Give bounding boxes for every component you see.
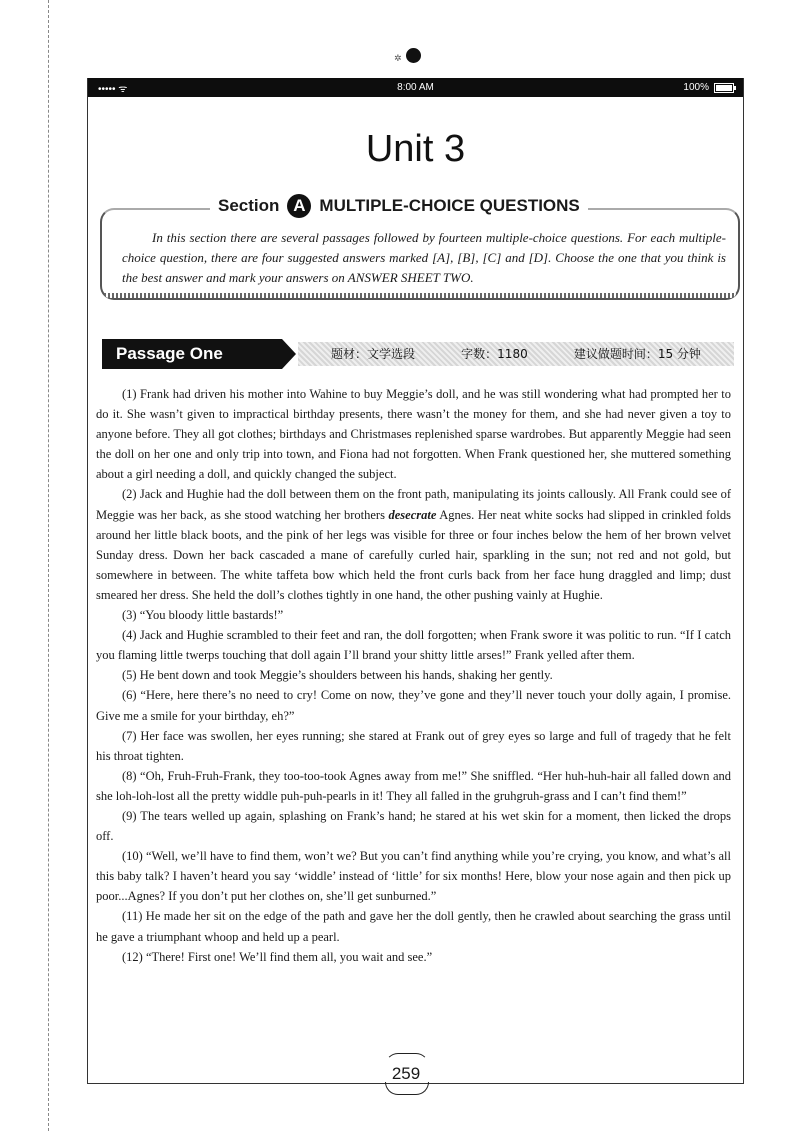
- status-time: 8:00 AM: [397, 82, 434, 93]
- section-header: [210, 194, 588, 218]
- battery-icon: [714, 83, 734, 93]
- page-number-text: 259: [391, 1064, 421, 1083]
- section-instructions: In this section there are several passages followed by fourteen multiple-choice questions. For each multiple-choice question, there are four suggested answers marked [A], [B], [C] and [D]. Choose the one that you think is the best answer and mark your answers on ANSWER SHEET TWO.: [122, 230, 726, 285]
- passage-info-bar: [298, 342, 734, 366]
- section-a-box: [100, 194, 740, 300]
- paragraph-2-part-a: (2) Jack and Hughie had the doll between them on the front path, manipulating its joints callously. All Frank could see of Meggie was her back, as she stood watching her brothers: [96, 487, 731, 522]
- paragraph-5: (5) He bent down and took Meggie’s shoulders between his hands, shaking her gently.: [122, 668, 553, 683]
- section-frame-hatch: [104, 293, 736, 298]
- paragraph-9: (9) The tears welled up again, splashing on Frank’s hand; he stared at his wet skin for a moment, then licked the drops off.: [96, 808, 731, 844]
- page-number-arc-bottom: [385, 1082, 429, 1095]
- passage-banner: [102, 336, 734, 372]
- paragraph-6: (6) “Here, here there’s no need to cry! Come on now, they’ve gone and they’ll never touch your dolly again, I promise. Give me a smile for your birthday, eh?”: [96, 688, 731, 723]
- page-number: [383, 1053, 429, 1095]
- banner-arrow-icon: [282, 339, 296, 369]
- info-word-count: 字数：1180: [461, 347, 528, 361]
- binding-margin-line: [48, 0, 49, 1131]
- battery-percentage: 100%: [683, 82, 709, 93]
- signal-wifi-icon: ••••• ᯤ: [98, 84, 128, 95]
- tablet-frame: [87, 78, 744, 1084]
- page-top-marker: [394, 48, 434, 68]
- paragraph-8: (8) “Oh, Fruh-Fruh-Frank, they too-too-took Agnes away from me!” She sniffled. “Her huh-huh-hair all falled down and she loh-loh-lost all the pretty widdle puh-puh-pearls in it! They all falled in the gruhgruh-grass and I can’t find them!”: [96, 768, 731, 803]
- paragraph-12: (12) “There! First one! We’ll find them all, you wait and see.”: [122, 949, 433, 964]
- status-bar: [88, 78, 743, 97]
- info-genre: 题材：文学选段: [331, 347, 416, 361]
- info-suggested-time: 建议做题时间：15 分钟: [573, 347, 701, 361]
- paragraph-1: (1) Frank had driven his mother into Wahine to buy Meggie’s doll, and he was still wondering what had prompted her to do it. She wasn’t given to impractical birthday presents, there wasn’t the money for them, and she had never given a toy to anyone before. They all got clothes; birthdays and Christmases replenished sparse wardrobes. But apparently Meggie had seen the doll on her one and only trip into town, and Fiona had not forgotten. When Frank questioned her, she muttered something about a girl needing a doll, and quickly changed the subject.: [96, 387, 731, 482]
- section-word: Section: [218, 196, 280, 215]
- paragraph-11: (11) He made her sit on the edge of the path and gave her the doll gently, then he crawled about searching the grass until he gave a triumphant whoop and held up a pearl.: [96, 909, 731, 944]
- page-number-arc-top: [385, 1053, 429, 1066]
- section-letter-badge: A: [287, 194, 311, 218]
- emphasized-word-desecrate: desecrate: [388, 507, 437, 522]
- section-heading: MULTIPLE-CHOICE QUESTIONS: [319, 196, 580, 215]
- paragraph-4: (4) Jack and Hughie scrambled to their feet and ran, the doll forgotten; when Frank swore it was politic to run. “If I catch you flaming little twerps touching that doll again I’ll brand your shitty little arses!” Frank yelled after them.: [96, 628, 731, 663]
- passage-text: [96, 384, 731, 967]
- unit-title: Unit 3: [365, 128, 466, 170]
- paragraph-2-part-b: Agnes. Her neat white socks had slipped in crinkled folds around her little black boots, and the pink of her legs was visible for three or four inches below the hem of her brown velvet Sunday dress. Down her back cascaded a mane of carefully curled hair, sparkling in the sun; not red and not gold, but somewhere in between. The white taffeta bow which held the front curls back from her face hung draggled and limp; dust smeared her dress. She held the doll’s clothes tightly in one hand, the other pushing vainly at Hughie.: [96, 507, 731, 602]
- black-dot-icon: [406, 48, 421, 63]
- small-asterisk-icon: ✲: [394, 54, 402, 64]
- paragraph-3: (3) “You bloody little bastards!”: [122, 608, 284, 623]
- paragraph-2: [96, 484, 731, 605]
- paragraph-7: (7) Her face was swollen, her eyes running; she stared at Frank out of grey eyes so large and full of tragedy that he felt his throat tighten.: [96, 728, 731, 763]
- paragraph-10: (10) “Well, we’ll have to find them, won’t we? But you can’t find anything while you’re crying, you know, and what’s all this baby talk? I haven’t heard you say ‘widdle’ instead of ‘little’ for six months! Here, blow your nose again and then pick up poor...Agnes? If you don’t put her clothes on, she’ll get sunburned.”: [96, 849, 731, 904]
- passage-label: Passage One: [102, 339, 282, 369]
